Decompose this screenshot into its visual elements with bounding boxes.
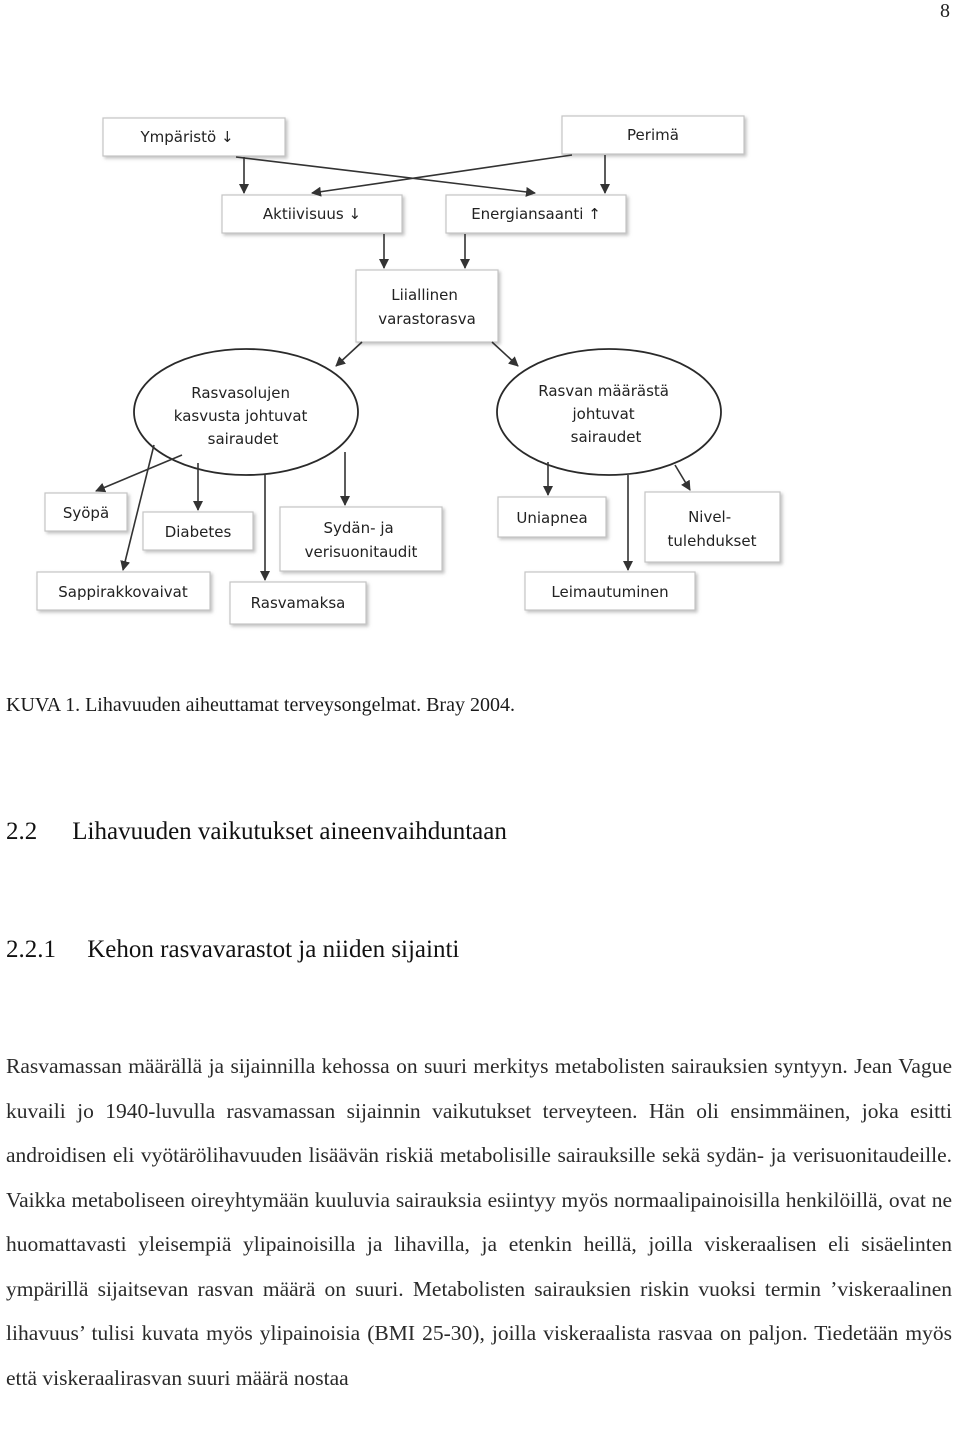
excess-fat-box — [356, 270, 498, 342]
subsection-number: 2.2.1 — [6, 936, 56, 963]
joint-disorders-label: Nivel- tulehdukset — [667, 508, 757, 550]
fat-cell-growth-diseases-label: Rasvasolujen kasvusta johtuvat sairaudet — [173, 384, 308, 448]
arrow-excess-right — [492, 342, 518, 366]
diabetes-label: Diabetes — [164, 523, 232, 541]
obesity-health-problems-diagram — [0, 100, 960, 640]
arrow-genetics-activity — [312, 155, 572, 193]
energy-intake-label: Energiansaanti ↑ — [471, 205, 601, 223]
figure-caption: KUVA 1. Lihavuuden aiheuttamat terveysongelmat. Bray 2004. — [6, 694, 515, 716]
joint-disorders-box — [645, 492, 780, 562]
arrow-to-joint-disorders — [675, 465, 690, 490]
gallbladder-label: Sappirakkovaivat — [58, 583, 188, 601]
subsection-heading — [6, 936, 459, 964]
arrow-to-gallbladder — [123, 445, 154, 570]
arrow-environment-energy — [236, 157, 535, 193]
arrow-to-cancer — [96, 455, 182, 491]
genetics-label: Perimä — [627, 126, 679, 144]
excess-fat-label: Liiallinen varastorasva — [378, 286, 476, 328]
arrow-excess-left — [336, 342, 362, 366]
activity-label: Aktiivisuus ↓ — [262, 205, 362, 223]
fat-amount-diseases-label: Rasvan määrästä johtuvat sairaudet — [538, 382, 669, 446]
cancer-label: Syöpä — [62, 504, 110, 522]
fatty-liver-label: Rasvamaksa — [250, 594, 346, 612]
stigmatization-label: Leimautuminen — [551, 583, 669, 601]
subsection-title: Kehon rasvavarastot ja niiden sijainti — [87, 936, 460, 963]
cardiovascular-label: Sydän- ja verisuonitaudit — [304, 519, 418, 561]
cardiovascular-box — [280, 507, 442, 571]
environment-label: Ympäristö ↓ — [140, 128, 234, 146]
sleep-apnea-label: Uniapnea — [516, 509, 588, 527]
section-heading — [6, 818, 507, 846]
page-number: 8 — [940, 0, 950, 22]
section-number: 2.2 — [6, 818, 38, 845]
body-paragraph: Rasvamassan määrällä ja sijainnilla kehossa on suuri merkitys metabolisten sairauksien syntyyn. Jean Vague kuvaili jo 1940-luvulla rasvamassan sijainnin vaikutukset terveyteen. Hän oli ensimmäinen, joka esitti androidisen eli vyötärölihavuuden lisäävän riskiä metabolisille sairauksille sekä sydän- ja verisuonitaudeille. Vaikka metaboliseen oireyhtymään kuuluvia sairauksia esiintyy myös normaalipainoisilla henkilöillä, ovat ne huomattavasti yleisempiä ylipainoisilla ja lihavilla, ja etenkin heillä, joilla viskeraalisen eli sisäelinten ympärillä sijaitsevan rasvan määrä on suuri. Metabolisten sairauksien riskin vuoksi termin ’viskeraalinen lihavuus’ tulisi kuvata myös ylipainoisia (BMI 25-30), joilla viskeraalista rasvaa on paljon. Tiedetään myös että viskeraalirasvan suuri määrä nostaa — [6, 1054, 952, 1390]
section-title: Lihavuuden vaikutukset aineenvaihduntaan — [72, 818, 507, 845]
